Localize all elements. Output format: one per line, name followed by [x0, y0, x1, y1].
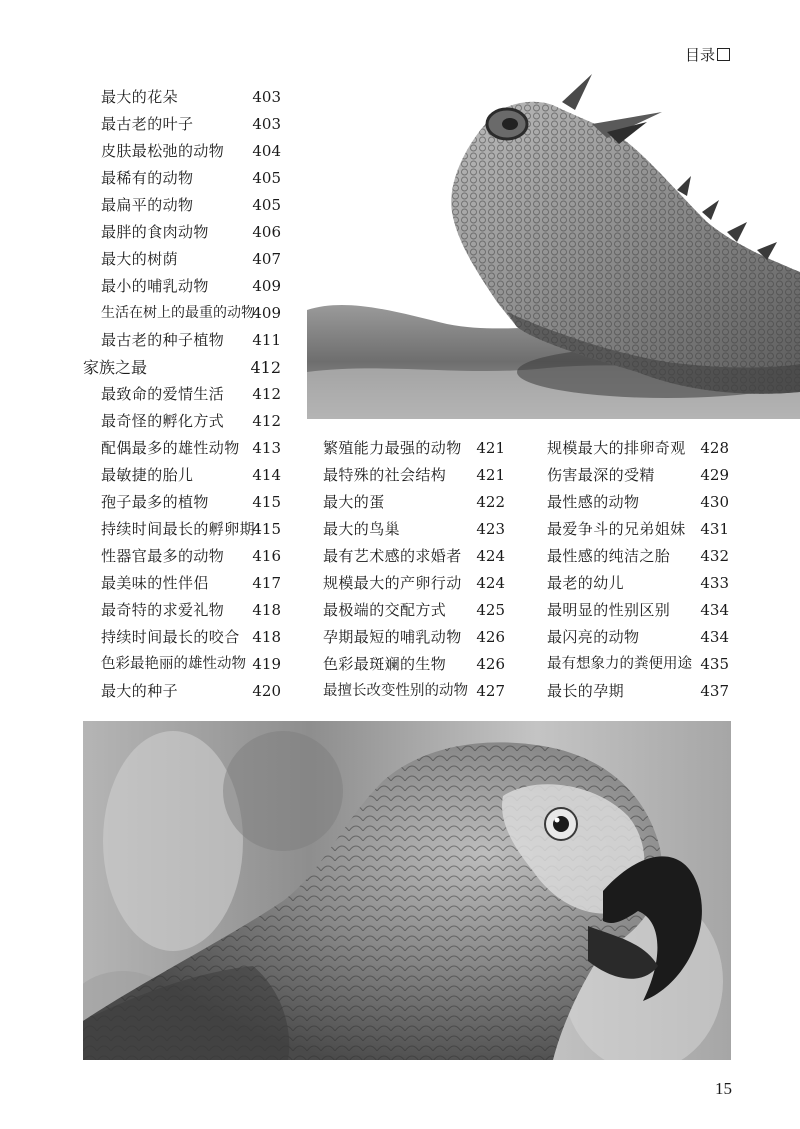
toc-entry-page: 411	[252, 331, 281, 349]
toc-entry[interactable]	[547, 543, 729, 570]
toc-entry[interactable]	[101, 624, 281, 651]
toc-entry[interactable]	[547, 462, 729, 489]
toc-entry[interactable]	[323, 597, 505, 624]
toc-entry-page: 412	[252, 412, 281, 430]
toc-entry-title: 最闪亮的动物	[547, 628, 640, 646]
toc-entry[interactable]	[101, 516, 281, 543]
toc-entry-title: 孢子最多的植物	[101, 493, 209, 511]
toc-entry[interactable]	[101, 651, 281, 678]
toc-entry-title: 最稀有的动物	[101, 169, 194, 187]
toc-entry[interactable]	[101, 246, 281, 273]
toc-entry-title: 最扁平的动物	[101, 196, 194, 214]
toc-entry[interactable]	[101, 327, 281, 354]
toc-entry-page: 433	[700, 574, 729, 592]
header-section-label: 目录	[684, 46, 715, 64]
toc-entry-title: 最性感的动物	[547, 493, 640, 511]
toc-entry-page: 403	[252, 115, 281, 133]
toc-entry-title: 最敏捷的胎儿	[101, 466, 194, 484]
toc-entry[interactable]	[101, 408, 281, 435]
toc-entry-title: 最特殊的社会结构	[323, 466, 447, 484]
toc-entry-title: 最奇特的求爱礼物	[101, 601, 225, 619]
toc-entry[interactable]	[547, 624, 729, 651]
toc-entry-page: 418	[252, 601, 281, 619]
toc-entry-page: 425	[476, 601, 505, 619]
toc-entry[interactable]	[101, 300, 281, 327]
toc-entry[interactable]	[323, 516, 505, 543]
toc-entry[interactable]	[101, 489, 281, 516]
toc-entry-title: 最大的种子	[101, 682, 179, 700]
toc-entry[interactable]	[101, 435, 281, 462]
toc-entry-title: 最古老的叶子	[101, 115, 194, 133]
toc-entry-title: 最美味的性伴侣	[101, 574, 209, 592]
toc-entry[interactable]	[547, 570, 729, 597]
toc-entry-page: 424	[476, 574, 505, 592]
toc-entry-page: 427	[476, 682, 505, 700]
toc-entry[interactable]	[101, 111, 281, 138]
toc-entry[interactable]	[323, 489, 505, 516]
toc-entry-title: 最小的哺乳动物	[101, 277, 209, 295]
toc-entry-title: 最老的幼儿	[547, 574, 625, 592]
toc-entry[interactable]	[323, 651, 505, 678]
toc-entry-title: 最大的花朵	[101, 88, 179, 106]
toc-entry-page: 409	[252, 277, 281, 295]
toc-entry[interactable]	[101, 192, 281, 219]
toc-entry[interactable]	[323, 624, 505, 651]
toc-entry-page: 403	[252, 88, 281, 106]
toc-entry[interactable]	[101, 138, 281, 165]
toc-entry[interactable]	[101, 219, 281, 246]
toc-entry[interactable]	[547, 516, 729, 543]
toc-entry-title: 规模最大的排卵奇观	[547, 439, 686, 457]
toc-entry-title: 色彩最艳丽的雄性动物	[101, 656, 246, 672]
toc-entry-page: 420	[252, 682, 281, 700]
toc-entry-title: 最致命的爱情生活	[101, 385, 225, 403]
toc-entry-title: 最爱争斗的兄弟姐妹	[547, 520, 686, 538]
toc-entry[interactable]	[101, 273, 281, 300]
toc-entry[interactable]	[101, 678, 281, 705]
toc-entry-page: 435	[700, 655, 729, 673]
toc-entry-title: 皮肤最松弛的动物	[101, 142, 225, 160]
toc-entry-page: 412	[252, 385, 281, 403]
toc-entry-title: 最明显的性别区别	[547, 601, 671, 619]
toc-entry-title: 伤害最深的受精	[547, 466, 655, 484]
toc-entry-title: 最有想象力的粪便用途	[547, 656, 692, 672]
toc-entry-title: 最大的鸟巢	[323, 520, 401, 538]
toc-entry-title: 繁殖能力最强的动物	[323, 439, 462, 457]
toc-entry-title: 色彩最斑斓的生物	[323, 655, 447, 673]
toc-entry-page: 423	[476, 520, 505, 538]
page-number: 15	[715, 1079, 732, 1098]
running-header	[685, 44, 730, 65]
toc-entry[interactable]	[323, 543, 505, 570]
toc-entry-page: 405	[252, 196, 281, 214]
toc-column-2	[323, 435, 505, 705]
toc-entry-page: 415	[252, 493, 281, 511]
toc-entry-page: 434	[700, 601, 729, 619]
toc-entry-page: 407	[252, 250, 281, 268]
toc-entry-page: 429	[700, 466, 729, 484]
toc-entry-page: 409	[252, 304, 281, 322]
toc-entry-page: 417	[252, 574, 281, 592]
toc-entry[interactable]	[547, 597, 729, 624]
toc-section-title: 家族之最	[83, 358, 148, 377]
toc-column-3	[547, 435, 729, 705]
toc-entry-page: 413	[252, 439, 281, 457]
toc-entry-title: 最胖的食肉动物	[101, 223, 209, 241]
toc-entry-title: 最长的孕期	[547, 682, 625, 700]
toc-entry-page: 426	[476, 628, 505, 646]
toc-entry-title: 持续时间最长的咬合	[101, 628, 240, 646]
grey-parrot-photo	[83, 721, 731, 1060]
toc-entry-page: 422	[476, 493, 505, 511]
toc-entry-title: 最极端的交配方式	[323, 601, 447, 619]
toc-entry-page: 437	[700, 682, 729, 700]
toc-entry-title: 规模最大的产卵行动	[323, 574, 462, 592]
toc-entry[interactable]	[547, 678, 729, 705]
toc-entry-page: 418	[252, 628, 281, 646]
toc-entry[interactable]	[323, 678, 505, 705]
toc-entry-page: 406	[252, 223, 281, 241]
toc-entry[interactable]	[101, 570, 281, 597]
toc-entry-page: 432	[700, 547, 729, 565]
toc-entry-page: 434	[700, 628, 729, 646]
toc-entry-page: 421	[476, 466, 505, 484]
toc-entry-title: 持续时间最长的孵卵期	[101, 520, 256, 538]
horned-lizard-photo	[307, 72, 800, 419]
toc-entry[interactable]	[101, 165, 281, 192]
toc-entry-page: 421	[476, 439, 505, 457]
toc-column-1	[83, 84, 281, 705]
toc-entry-title: 最擅长改变性别的动物	[323, 683, 468, 699]
toc-entry[interactable]	[547, 435, 729, 462]
toc-entry-title: 孕期最短的哺乳动物	[323, 628, 462, 646]
toc-entry[interactable]	[101, 597, 281, 624]
toc-entry[interactable]	[101, 84, 281, 111]
toc-entry-title: 最性感的纯洁之胎	[547, 547, 671, 565]
toc-entry-page: 426	[476, 655, 505, 673]
toc-entry-title: 最大的蛋	[323, 493, 385, 511]
toc-entry-page: 419	[252, 655, 281, 673]
toc-entry[interactable]	[323, 435, 505, 462]
toc-entry[interactable]	[101, 381, 281, 408]
toc-entry-title: 配偶最多的雄性动物	[101, 439, 240, 457]
toc-entry-page: 430	[700, 493, 729, 511]
toc-entry-page: 415	[252, 520, 281, 538]
toc-entry-title: 最有艺术感的求婚者	[323, 547, 462, 565]
toc-entry-page: 431	[700, 520, 729, 538]
toc-entry-page: 405	[252, 169, 281, 187]
toc-entry[interactable]	[547, 489, 729, 516]
toc-entry-page: 428	[700, 439, 729, 457]
toc-entry-title: 生活在树上的最重的动物	[101, 305, 255, 321]
toc-entry[interactable]	[323, 570, 505, 597]
toc-entry-title: 最大的树荫	[101, 250, 179, 268]
toc-entry-page: 414	[252, 466, 281, 484]
toc-entry[interactable]	[547, 651, 729, 678]
toc-entry[interactable]	[101, 462, 281, 489]
toc-entry-page: 416	[252, 547, 281, 565]
toc-entry-title: 最古老的种子植物	[101, 331, 225, 349]
toc-entry[interactable]	[323, 462, 505, 489]
toc-entry-title: 性器官最多的动物	[101, 547, 225, 565]
toc-section-heading[interactable]	[83, 354, 281, 381]
toc-entry[interactable]	[101, 543, 281, 570]
header-box-icon	[717, 48, 730, 61]
toc-section-page: 412	[250, 358, 281, 377]
toc-entry-page: 404	[252, 142, 281, 160]
toc-entry-title: 最奇怪的孵化方式	[101, 412, 225, 430]
toc-entry-page: 424	[476, 547, 505, 565]
